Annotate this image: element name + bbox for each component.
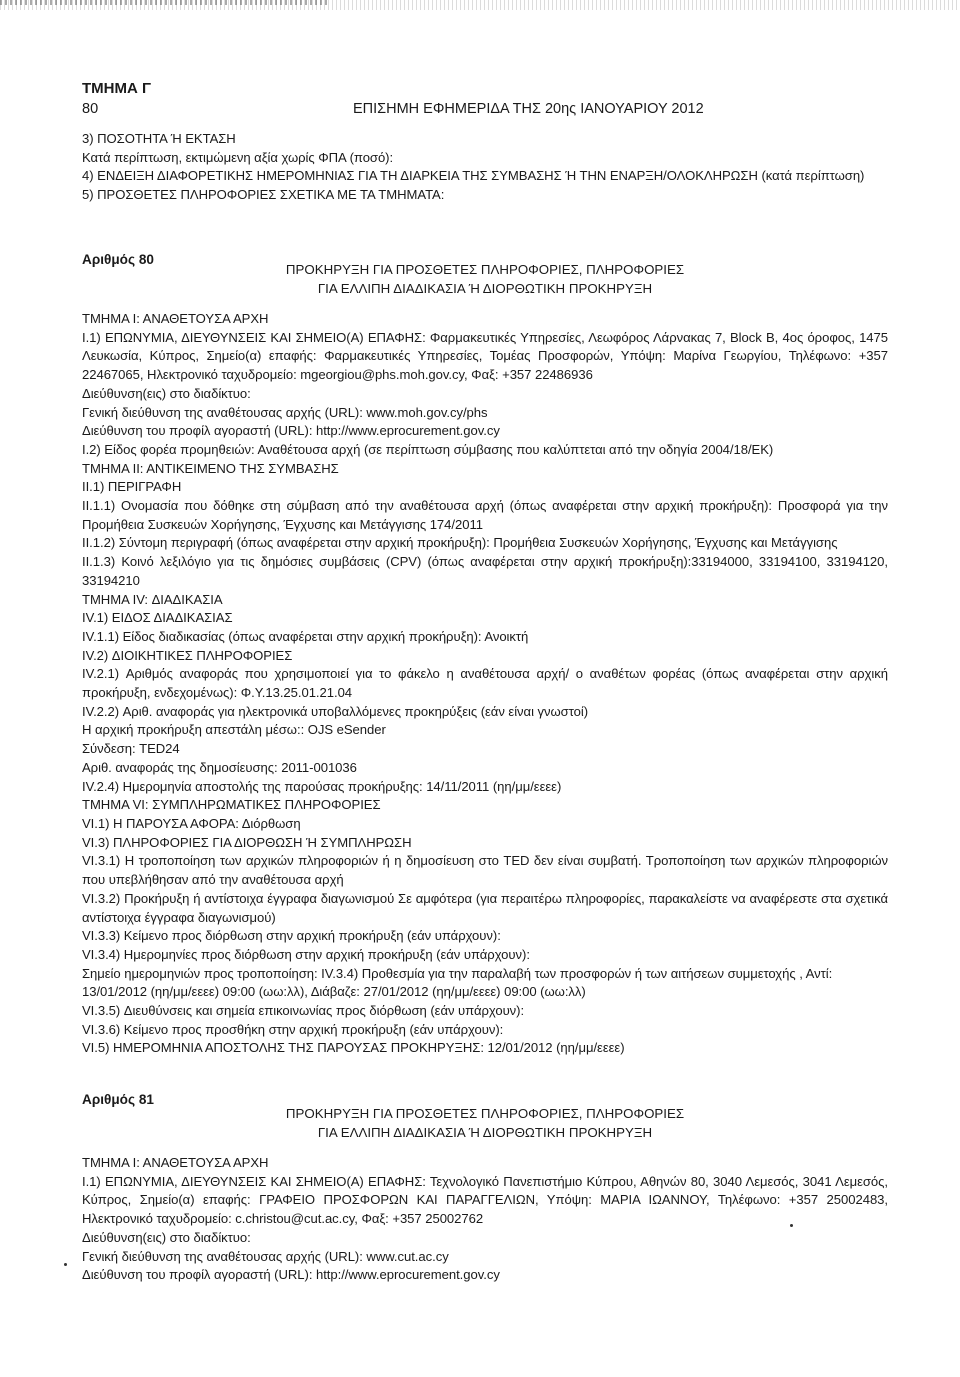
notice-line: ΤΜΗΜΑ VI: ΣΥΜΠΛΗΡΩΜΑΤΙΚΕΣ ΠΛΗΡΟΦΟΡΙΕΣ [82, 797, 381, 813]
notice-line: IV.2.1) Αριθμός αναφοράς που χρησιμοποιεί για το φάκελο η αναθέτουσα αρχή/ ο αναθέτων φορέας (όπως αναφέρεται στην αρχική προκήρυξη, ενδεχομένως): Φ.Υ.13.25.01.21.04 [82, 666, 888, 701]
notice-line: Διεύθυνση(εις) στο διαδίκτυο: [82, 1229, 251, 1245]
notice-line: ΤΜΗΜΑ IV: ΔΙΑΔΙΚΑΣΙΑ [82, 591, 223, 607]
notice-line: IV.2.2) Αριθ. αναφοράς για ηλεκτρονικά υποβαλλόμενες προκηρύξεις (εάν είναι γνωστοί) [82, 703, 589, 719]
notice-81 [82, 1092, 888, 1285]
notice-title [82, 261, 888, 298]
notice-line: ΙΙ.1.1) Ονομασία που δόθηκε στη σύμβαση από την αναθέτουσα αρχή (όπως αναφέρεται στην αρχική προκήρυξη): Προσφορά για την Προμήθεια Συσκευών Χορήγησης, Έγχυσης και Μετάγγισης 174/2011 [82, 498, 888, 532]
notice-line: IV.2) ΔΙΟΙΚΗΤΙΚΕΣ ΠΛΗΡΟΦΟΡΙΕΣ [82, 647, 293, 663]
notice-line: IV.2.4) Ημερομηνία αποστολής της παρούσας προκήρυξης: 14/11/2011 (ηη/μμ/εεεε) [82, 778, 562, 794]
notice-line: IV.1) ΕΙΔΟΣ ΔΙΑΔΙΚΑΣΙΑΣ [82, 610, 233, 626]
notice-line: VI.3.1) Η τροποποίηση των αρχικών πληροφοριών ή η δημοσίευση στο TED δεν είναι συμβατή. Τροποποίηση των αρχικών πληροφοριών που υπεβλήθησαν από την αναθέτουσα αρχή [82, 853, 888, 888]
intro-block [82, 130, 888, 205]
notice-line: ΙΙ.1.3) Κοινό λεξιλόγιο για τις δημόσιες συμβάσεις (CPV) (όπως αναφέρεται στην αρχική προκήρυξη):33194000, 33194100, 33194120, 33194210 [82, 554, 888, 588]
notice-title-line: ΠΡΟΚΗΡΥΞΗ ΓΙΑ ΠΡΟΣΘΕΤΕΣ ΠΛΗΡΟΦΟΡΙΕΣ, ΠΛΗΡΟΦΟΡΙΕΣ [285, 1106, 685, 1121]
gazette-title: ΕΠΙΣΗΜΗ ΕΦΗΜΕΡΙΔΑ ΤΗΣ 20ης ΙΑΝΟΥΑΡΙΟΥ 2012 [353, 101, 704, 117]
intro-line: Κατά περίπτωση, εκτιμώμενη αξία χωρίς ΦΠΑ (ποσό): [82, 149, 394, 165]
notice-line: VI.3) ΠΛΗΡΟΦΟΡΙΕΣ ΓΙΑ ΔΙΟΡΘΩΣΗ Ή ΣΥΜΠΛΗΡΩΣΗ [82, 834, 412, 850]
notice-line: Σύνδεση: TED24 [82, 741, 180, 757]
notice-line: Αριθ. αναφοράς της δημοσίευσης: 2011-001036 [82, 759, 357, 775]
notice-line: Ι.1) ΕΠΩΝΥΜΙΑ, ΔΙΕΥΘΥΝΣΕΙΣ ΚΑΙ ΣΗΜΕΙΟ(Α) ΕΠΑΦΗΣ: Τεχνολογικό Πανεπιστήμιο Κύπρου, Αθηνών 80, 3040 Λεμεσός, 3041 Λεμεσός, Κύπρος, Σημείο(α) επαφής: ΓΡΑΦΕΙΟ ΠΡΟΣΦΟΡΩΝ ΚΑΙ ΠΑΡΑΓΓΕΛΙΩΝ, Υπόψη: ΜΑΡΙΑ ΙΩΑΝΝΟΥ, Τηλέφωνο: +357 25002483, Ηλεκτρονικό ταχυδρομείο: c.christou@cut.ac.cy, Φαξ: +357 25002762 [82, 1173, 888, 1227]
intro-line: 3) ΠΟΣΟΤΗΤΑ Ή ΕΚΤΑΣΗ [82, 131, 236, 146]
notice-line: ΤΜΗΜΑ Ι: ΑΝΑΘΕΤΟΥΣΑ ΑΡΧΗ [82, 1155, 269, 1170]
notice-line: Διεύθυνση του προφίλ αγοραστή (URL): http://www.eprocurement.gov.cy [82, 1267, 500, 1283]
notice-line: Γενική διεύθυνση της αναθέτουσας αρχής (URL): www.moh.gov.cy/phs [82, 404, 488, 420]
notice-line: Διεύθυνση του προφίλ αγοραστή (URL): http://www.eprocurement.gov.cy [82, 423, 500, 439]
notice-80 [82, 252, 888, 1058]
notice-line: ΙΙ.1) ΠΕΡΙΓΡΑΦΗ [82, 479, 182, 495]
section-heading: ΤΜΗΜΑ Γ [82, 80, 152, 97]
running-header [82, 101, 888, 121]
notice-line: VI.1) Η ΠΑΡΟΥΣΑ ΑΦΟΡΑ: Διόρθωση [82, 815, 301, 831]
notice-line: Η αρχική προκήρυξη απεστάλη μέσω:: OJS eSender [82, 722, 386, 738]
notice-title-line: ΓΙΑ ΕΛΛΙΠΗ ΔΙΑΔΙΚΑΣΙΑ Ή ΔΙΟΡΘΩΤΙΚΗ ΠΡΟΚΗΡΥΞΗ [317, 280, 653, 296]
notice-line: ΙΙ.1.2) Σύντομη περιγραφή (όπως αναφέρεται στην αρχική προκήρυξη): Προμήθεια Συσκευών Χορήγησης, Έγχυσης και Μετάγγισης [82, 535, 838, 551]
notice-number: Αριθμός 80 [82, 252, 154, 267]
notice-number: Αριθμός 81 [82, 1092, 154, 1107]
intro-line: 5) ΠΡΟΣΘΕΤΕΣ ΠΛΗΡΟΦΟΡΙΕΣ ΣΧΕΤΙΚΑ ΜΕ ΤΑ ΤΜΗΜΑΤΑ: [82, 187, 445, 203]
notice-line: Ι.1) ΕΠΩΝΥΜΙΑ, ΔΙΕΥΘΥΝΣΕΙΣ ΚΑΙ ΣΗΜΕΙΟ(Α) ΕΠΑΦΗΣ: Φαρμακευτικές Υπηρεσίες, Λεωφόρος Λάρνακας 7, Block B, 4ος όροφος, 1475 Λευκωσία, Κύπρος, Σημείο(α) επαφής: Φαρμακευτικές Υπηρεσίες, Τομέας Προσφορών, Υπόψη: Μαρίνα Γεωργίου, Τηλέφωνο: +357 22467065, Ηλεκτρονικό ταχυδρομείο: mgeorgiou@phs.moh.gov.cy, Φαξ: +357 22486936 [82, 329, 888, 383]
notice-line: VI.5) ΗΜΕΡΟΜΗΝΙΑ ΑΠΟΣΤΟΛΗΣ ΤΗΣ ΠΑΡΟΥΣΑΣ ΠΡΟΚΗΡΥΞΗΣ: 12/01/2012 (ηη/μμ/εεεε) [82, 1040, 625, 1056]
notice-title-line: ΠΡΟΚΗΡΥΞΗ ΓΙΑ ΠΡΟΣΘΕΤΕΣ ΠΛΗΡΟΦΟΡΙΕΣ, ΠΛΗΡΟΦΟΡΙΕΣ [285, 262, 685, 277]
notice-line: Διεύθυνση(εις) στο διαδίκτυο: [82, 385, 251, 401]
notice-title [82, 1105, 888, 1142]
notice-line: Σημείο ημερομηνιών προς τροποποίηση: IV.3.4) Προθεσμία για την παραλαβή των προσφορών ή των αιτήσεων συμμετοχής , Αντί: 13/01/2012 (ηη/μμ/εεεε) 09:00 (ωω:λλ), Διάβαζε: 27/01/2012 (ηη/μμ/εεεε) 09:00 (ωω:λλ) [82, 965, 833, 1000]
notice-line: Γενική διεύθυνση της αναθέτουσας αρχής (URL): www.cut.ac.cy [82, 1248, 449, 1264]
notice-title-line: ΓΙΑ ΕΛΛΙΠΗ ΔΙΑΔΙΚΑΣΙΑ Ή ΔΙΟΡΘΩΤΙΚΗ ΠΡΟΚΗΡΥΞΗ [317, 1124, 653, 1140]
intro-line: 4) ΕΝΔΕΙΞΗ ΔΙΑΦΟΡΕΤΙΚΗΣ ΗΜΕΡΟΜΗΝΙΑΣ ΓΙΑ ΤΗ ΔΙΑΡΚΕΙΑ ΤΗΣ ΣΥΜΒΑΣΗΣ Ή ΤΗΝ ΕΝΑΡΞΗ/ΟΛΟΚΛΗΡΩΣΗ (κατά περίπτωση) [82, 168, 865, 184]
notice-line: VI.3.6) Κείμενο προς προσθήκη στην αρχική προκήρυξη (εάν υπάρχουν): [82, 1021, 504, 1037]
page-number: 80 [82, 101, 99, 117]
notice-line: VI.3.5) Διευθύνσεις και σημεία επικοινωνίας προς διόρθωση (εάν υπάρχουν): [82, 1003, 525, 1019]
notice-line: VI.3.3) Κείμενο προς διόρθωση στην αρχική προκήρυξη (εάν υπάρχουν): [82, 928, 501, 944]
notice-body [82, 1154, 888, 1285]
notice-line: VI.3.4) Ημερομηνίες προς διόρθωση στην αρχική προκήρυξη (εάν υπάρχουν): [82, 946, 530, 962]
scan-edge-artifact [0, 0, 330, 5]
notice-line: IV.1.1) Είδος διαδικασίας (όπως αναφέρεται στην αρχική προκήρυξη): Ανοικτή [82, 628, 529, 644]
notice-line: VI.3.2) Προκήρυξη ή αντίστοιχα έγγραφα διαγωνισμού Σε αμφότερα (για περαιτέρω πληροφορίες, παρακαλείστε να αναφέρεστε στα σχετικά αντίστοιχα έγγραφα διαγωνισμού) [82, 890, 888, 925]
notice-line: ΤΜΗΜΑ Ι: ΑΝΑΘΕΤΟΥΣΑ ΑΡΧΗ [82, 311, 269, 326]
notice-body [82, 310, 888, 1058]
scan-speck [64, 1263, 67, 1266]
notice-line: Ι.2) Είδος φορέα προμηθειών: Αναθέτουσα αρχή (σε περίπτωση σύμβασης που καλύπτεται από την οδηγία 2004/18/ΕΚ) [82, 441, 774, 457]
notice-line: ΤΜΗΜΑ ΙΙ: ΑΝΤΙΚΕΙΜΕΝΟ ΤΗΣ ΣΥΜΒΑΣΗΣ [82, 460, 339, 476]
